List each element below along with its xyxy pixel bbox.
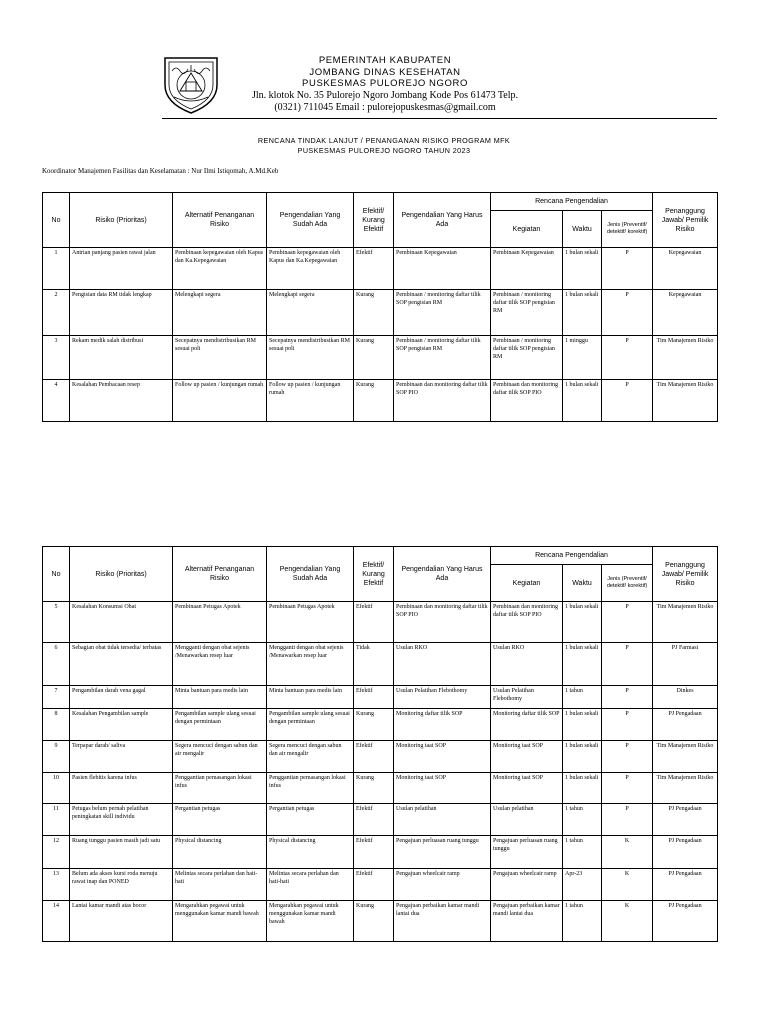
- cell-kegiatan: Pembinaan / monitoring daftar tilik SOP pengisian RM: [491, 290, 563, 336]
- cell-no: 14: [43, 901, 70, 942]
- table-row: [43, 336, 718, 380]
- cell-risiko: Kesalahan Pembacaan resep: [70, 380, 173, 422]
- cell-waktu: 1 bulan sekali: [563, 741, 602, 773]
- header-penanggung: Penanggung Jawab/ Pemilik Risiko: [653, 193, 718, 248]
- header-waktu: Waktu: [563, 565, 602, 602]
- cell-kegiatan: Usulan Pelatihan Flebothomy: [491, 686, 563, 709]
- table-row: [43, 686, 718, 709]
- cell-kegiatan: Pengajuan wheelcair ramp: [491, 869, 563, 901]
- cell-jenis: P: [602, 773, 653, 804]
- table-row: [43, 804, 718, 836]
- cell-pengendalian-ada: Mengarahkan pegawai untuk menggunakan kamar mandi bawah: [267, 901, 354, 942]
- cell-penanggung: Tim Manajemen Risiko: [653, 773, 718, 804]
- cell-jenis: P: [602, 643, 653, 686]
- cell-risiko: Rekam medik salah distribusi: [70, 336, 173, 380]
- table-row: [43, 741, 718, 773]
- letterhead-contact: (0321) 711045 Email : pulorejopuskesmas@gmail.com: [274, 101, 496, 113]
- cell-jenis: P: [602, 686, 653, 709]
- table-row: [43, 869, 718, 901]
- cell-pengendalian-harus: Pembinaan dan monitoring daftar tilik SOP PIO: [394, 380, 491, 422]
- header-kegiatan: Kegiatan: [491, 211, 563, 248]
- cell-efektif: Kurang: [354, 773, 394, 804]
- table-row: [43, 773, 718, 804]
- cell-pengendalian-ada: Physical distancing: [267, 836, 354, 869]
- cell-jenis: P: [602, 336, 653, 380]
- cell-kegiatan: Monitoring taat SOP: [491, 773, 563, 804]
- header-pengendalian-ada: Pengendalian Yang Sudah Ada: [267, 193, 354, 248]
- header-jenis: Jenis (Preventif/ detektif/ korektif): [602, 565, 653, 602]
- cell-risiko: Pengambilan darah vena gagal: [70, 686, 173, 709]
- cell-pengendalian-harus: Pembinaan dan monitoring daftar tilik SOP PIO: [394, 602, 491, 643]
- cell-pengendalian-harus: Monitoring taat SOP: [394, 773, 491, 804]
- cell-waktu: 1 tahun: [563, 686, 602, 709]
- cell-penanggung: PJ Pengadaan: [653, 836, 718, 869]
- cell-pengendalian-ada: Minta bantuan para medis lain: [267, 686, 354, 709]
- cell-waktu: 1 bulan sekali: [563, 643, 602, 686]
- cell-pengendalian-harus: Pengajuan wheelcair ramp: [394, 869, 491, 901]
- cell-risiko: Antrian panjang pasien rawat jalan: [70, 248, 173, 290]
- header-no: No: [43, 193, 70, 248]
- cell-efektif: Tidak: [354, 643, 394, 686]
- header-kegiatan: Kegiatan: [491, 565, 563, 602]
- cell-efektif: Efektif: [354, 686, 394, 709]
- cell-pengendalian-ada: Segera mencuci dengan sabun dan air mengalir: [267, 741, 354, 773]
- cell-efektif: Efektif: [354, 248, 394, 290]
- cell-waktu: 1 tahun: [563, 836, 602, 869]
- cell-alternatif: Melintas secara perlahan dan hati-hati: [173, 869, 267, 901]
- cell-penanggung: Tim Manajemen Risiko: [653, 741, 718, 773]
- cell-no: 9: [43, 741, 70, 773]
- cell-pengendalian-harus: Pengajuan perluasan ruang tunggu: [394, 836, 491, 869]
- cell-kegiatan: Usulan RKO: [491, 643, 563, 686]
- cell-efektif: Kurang: [354, 709, 394, 741]
- cell-kegiatan: Monitoring taat SOP: [491, 741, 563, 773]
- cell-no: 8: [43, 709, 70, 741]
- cell-jenis: P: [602, 290, 653, 336]
- cell-alternatif: Pembinaan Petugas Apotek: [173, 602, 267, 643]
- letterhead-line1: PEMERINTAH KABUPATEN: [318, 55, 452, 66]
- cell-waktu: 1 tahun: [563, 804, 602, 836]
- table-row: [43, 836, 718, 869]
- cell-penanggung: Tim Manajemen Risiko: [653, 602, 718, 643]
- cell-pengendalian-ada: Mengganti dengan obat sejenis /Menawarkan resep luar: [267, 643, 354, 686]
- cell-no: 10: [43, 773, 70, 804]
- cell-no: 13: [43, 869, 70, 901]
- cell-jenis: P: [602, 741, 653, 773]
- cell-pengendalian-harus: Usulan Pelatihan Flebothomy: [394, 686, 491, 709]
- cell-penanggung: Dinkes: [653, 686, 718, 709]
- cell-jenis: K: [602, 869, 653, 901]
- cell-kegiatan: Pembinaan dan monitoring daftar tilik SOP PIO: [491, 380, 563, 422]
- cell-alternatif: Mengganti dengan obat sejenis /Menawarkan resep luar: [173, 643, 267, 686]
- cell-pengendalian-ada: Secepatnya mendistribusikan RM sesuai poli: [267, 336, 354, 380]
- coordinator-line: Koordinator Manajemen Fasilitas dan Keselamatan : Nur Ilmi Istiqomah, A.Md.Keb: [42, 167, 279, 175]
- cell-efektif: Efektif: [354, 741, 394, 773]
- cell-alternatif: Physical distancing: [173, 836, 267, 869]
- cell-kegiatan: Pembinaan Kepegawaian: [491, 248, 563, 290]
- header-alternatif: Alternatif Penanganan Risiko: [173, 193, 267, 248]
- letterhead-line2: JOMBANG DINAS KESEHATAN: [309, 66, 461, 78]
- cell-pengendalian-ada: Pembinaan Petugas Apotek: [267, 602, 354, 643]
- header-rencana: Rencana Pengendalian: [491, 547, 653, 565]
- table-row: [43, 709, 718, 741]
- cell-efektif: Efektif: [354, 836, 394, 869]
- cell-alternatif: Pembinaan kepegawaian oleh Kapus dan Ka.Kepegawaian: [173, 248, 267, 290]
- cell-waktu: Apr-23: [563, 869, 602, 901]
- cell-jenis: P: [602, 804, 653, 836]
- cell-pengendalian-harus: Usulan pelatihan: [394, 804, 491, 836]
- cell-risiko: Terpapar darah/ saliva: [70, 741, 173, 773]
- header-efektif: Efektif/ Kurang Efektif: [354, 547, 394, 602]
- cell-risiko: Sebagian obat tidak tersedia/ terbatas: [70, 643, 173, 686]
- cell-jenis: P: [602, 709, 653, 741]
- cell-kegiatan: Monitoring daftar tilik SOP: [491, 709, 563, 741]
- cell-penanggung: PJ Pengadaan: [653, 709, 718, 741]
- cell-jenis: K: [602, 901, 653, 942]
- cell-efektif: Kurang: [354, 901, 394, 942]
- cell-alternatif: Minta bantuan para medis lain: [173, 686, 267, 709]
- header-penanggung: Penanggung Jawab/ Pemilik Risiko: [653, 547, 718, 602]
- cell-alternatif: Melengkapi segera: [173, 290, 267, 336]
- cell-risiko: Pasien flebitis karena infus: [70, 773, 173, 804]
- table-row: [43, 643, 718, 686]
- cell-waktu: 1 bulan sekali: [563, 709, 602, 741]
- table-row: [43, 248, 718, 290]
- cell-alternatif: Segera mencuci dengan sabun dan air mengalir: [173, 741, 267, 773]
- cell-waktu: 1 minggu: [563, 336, 602, 380]
- cell-pengendalian-harus: Pembinaan / monitoring daftar tilik SOP pengisian RM: [394, 336, 491, 380]
- cell-penanggung: Tim Manajemen Risiko: [653, 380, 718, 422]
- letterhead-address: Jln. klotok No. 35 Pulorejo Ngoro Jombang Kode Pos 61473 Telp.: [251, 89, 519, 101]
- cell-waktu: 1 bulan sekali: [563, 602, 602, 643]
- cell-alternatif: Secepatnya mendistribusikan RM sesuai poli: [173, 336, 267, 380]
- cell-efektif: Efektif: [354, 869, 394, 901]
- cell-no: 6: [43, 643, 70, 686]
- cell-risiko: Kesalahan Konsumsi Obat: [70, 602, 173, 643]
- cell-risiko: Pengisian data RM tidak lengkap: [70, 290, 173, 336]
- cell-pengendalian-ada: Follow up pasien / kunjungan rumah: [267, 380, 354, 422]
- header-jenis: Jenis (Preventif/ detektif/ korektif): [602, 211, 653, 248]
- cell-efektif: Kurang: [354, 336, 394, 380]
- header-rencana: Rencana Pengendalian: [491, 193, 653, 211]
- cell-efektif: Kurang: [354, 290, 394, 336]
- cell-alternatif: Pergantian petugas: [173, 804, 267, 836]
- cell-jenis: P: [602, 602, 653, 643]
- letterhead-line3: PUSKESMAS PULOREJO NGORO: [302, 78, 468, 89]
- cell-jenis: K: [602, 836, 653, 869]
- cell-pengendalian-ada: Penggantian pemasangan lokasi infus: [267, 773, 354, 804]
- header-risiko: Risiko (Prioritas): [70, 193, 173, 248]
- table-row: [43, 380, 718, 422]
- cell-waktu: 1 bulan sekali: [563, 380, 602, 422]
- header-pengendalian-harus: Pengendalian Yang Harus Ada: [394, 547, 491, 602]
- cell-penanggung: Kepegawaian: [653, 248, 718, 290]
- cell-alternatif: Mengarahkan pegawai untuk menggunakan kamar mandi bawah: [173, 901, 267, 942]
- cell-kegiatan: Pengajuan perluasan ruang tunggu: [491, 836, 563, 869]
- cell-efektif: Kurang: [354, 380, 394, 422]
- cell-penanggung: PJ Pengadaan: [653, 804, 718, 836]
- cell-no: 4: [43, 380, 70, 422]
- cell-efektif: Efektif: [354, 602, 394, 643]
- cell-pengendalian-harus: Pembinaan / monitoring daftar tilik SOP pengisian RM: [394, 290, 491, 336]
- table-row: [43, 901, 718, 942]
- risk-table-2: [42, 546, 718, 942]
- cell-waktu: 1 tahun: [563, 901, 602, 942]
- header-efektif: Efektif/ Kurang Efektif: [354, 193, 394, 248]
- cell-penanggung: Tim Manajemen Risiko: [653, 336, 718, 380]
- cell-jenis: P: [602, 380, 653, 422]
- cell-pengendalian-harus: Pengajuan perbaikan kamar mandi lantai dua: [394, 901, 491, 942]
- cell-penanggung: PJ Farmasi: [653, 643, 718, 686]
- cell-alternatif: Follow up pasien / kunjungan rumah: [173, 380, 267, 422]
- header-pengendalian-ada: Pengendalian Yang Sudah Ada: [267, 547, 354, 602]
- cell-pengendalian-ada: Pembinaan kepegawaian oleh Kapus dan Ka.Kepegawaian: [267, 248, 354, 290]
- cell-penanggung: PJ Pengadaan: [653, 901, 718, 942]
- letterhead-divider: [162, 118, 717, 119]
- cell-kegiatan: Pembinaan / monitoring daftar tilik SOP pengisian RM: [491, 336, 563, 380]
- header-pengendalian-harus: Pengendalian Yang Harus Ada: [394, 193, 491, 248]
- cell-alternatif: Penggantian pemasangan lokasi infus: [173, 773, 267, 804]
- cell-risiko: Ruang tunggu pasien masih jadi satu: [70, 836, 173, 869]
- cell-pengendalian-harus: Monitoring daftar tilik SOP: [394, 709, 491, 741]
- cell-alternatif: Pengambilan sample ulang sesuai dengan permintaan: [173, 709, 267, 741]
- document-title: RENCANA TINDAK LANJUT / PENANGANAN RISIKO PROGRAM MFK: [257, 136, 511, 145]
- cell-no: 11: [43, 804, 70, 836]
- document-subtitle: PUSKESMAS PULOREJO NGORO TAHUN 2023: [297, 146, 471, 155]
- cell-pengendalian-harus: Pembinaan Kepegawaian: [394, 248, 491, 290]
- cell-risiko: Belum ada akses kursi roda menuju rawat inap dan PONED: [70, 869, 173, 901]
- cell-pengendalian-harus: Usulan RKO: [394, 643, 491, 686]
- cell-penanggung: PJ Pengadaan: [653, 869, 718, 901]
- cell-kegiatan: Pembinaan dan monitoring daftar tilik SOP PIO: [491, 602, 563, 643]
- table-row: [43, 290, 718, 336]
- cell-jenis: P: [602, 248, 653, 290]
- cell-kegiatan: Pengajuan perbaikan kamar mandi lantai dua: [491, 901, 563, 942]
- cell-pengendalian-ada: Pergantian petugas: [267, 804, 354, 836]
- cell-waktu: 1 bulan sekali: [563, 248, 602, 290]
- cell-pengendalian-ada: Pengambilan sample ulang sesuai dengan permintaan: [267, 709, 354, 741]
- table-row: [43, 602, 718, 643]
- cell-pengendalian-ada: Melengkapi segera: [267, 290, 354, 336]
- cell-efektif: Efektif: [354, 804, 394, 836]
- cell-risiko: Petugas belum pernah pelatihan peningkatan skill individu: [70, 804, 173, 836]
- jombang-regency-emblem-icon: [162, 55, 220, 115]
- header-alternatif: Alternatif Penanganan Risiko: [173, 547, 267, 602]
- cell-risiko: Lantai kamar mandi atas bocor: [70, 901, 173, 942]
- cell-risiko: Kesalahan Pengambilan sample: [70, 709, 173, 741]
- cell-no: 3: [43, 336, 70, 380]
- cell-waktu: 1 bulan sekali: [563, 773, 602, 804]
- cell-no: 12: [43, 836, 70, 869]
- letterhead-text: [230, 55, 540, 114]
- cell-waktu: 1 bulan sekali: [563, 290, 602, 336]
- header-risiko: Risiko (Prioritas): [70, 547, 173, 602]
- cell-no: 1: [43, 248, 70, 290]
- cell-pengendalian-harus: Monitoring taat SOP: [394, 741, 491, 773]
- header-waktu: Waktu: [563, 211, 602, 248]
- cell-penanggung: Kepegawaian: [653, 290, 718, 336]
- cell-no: 7: [43, 686, 70, 709]
- header-no: No: [43, 547, 70, 602]
- cell-no: 5: [43, 602, 70, 643]
- cell-no: 2: [43, 290, 70, 336]
- risk-table-1: [42, 192, 718, 422]
- cell-kegiatan: Usulan pelatihan: [491, 804, 563, 836]
- letterhead: [0, 50, 768, 120]
- cell-pengendalian-ada: Melintas secara perlahan dan hati-hati: [267, 869, 354, 901]
